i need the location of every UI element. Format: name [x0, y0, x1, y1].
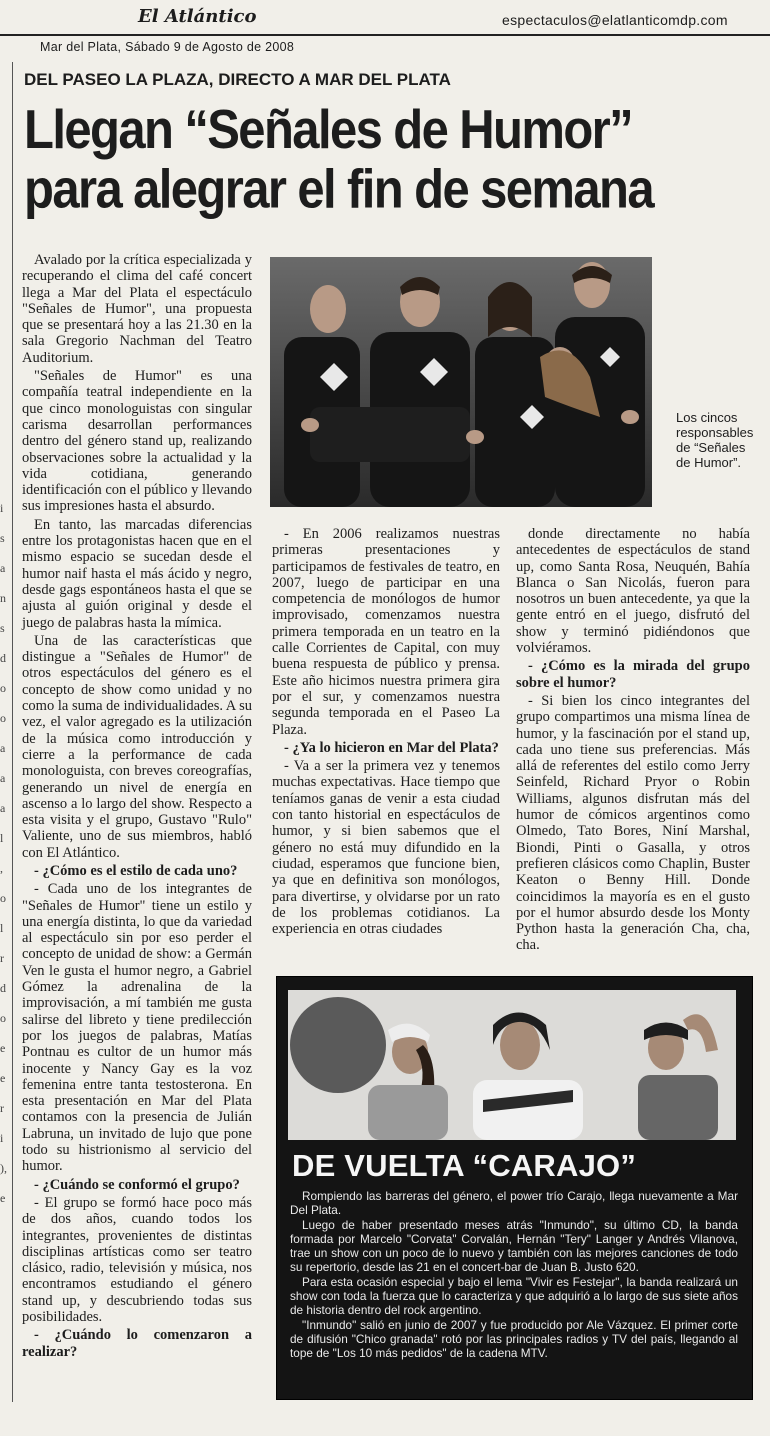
edge-fragment: a	[0, 741, 6, 755]
column-1-paragraph: Una de las características que distingue a "Señales de Humor" de otros espectáculos del género es el concepto de show como unidad y no como la suma de individualidades. A su vez, el valor agregado es la utilización de la música como introducción y cierre a la performance de cada monologuista, con breves coreografías, generando un nivel de energía en ascenso a lo largo del show. Respecto a esta visita y el grupo, Gustavo "Rulo" Valiente, uno de sus miembros, habló con El Atlántico.	[22, 632, 252, 861]
edge-fragment: ,	[0, 861, 3, 875]
edge-fragment: l	[0, 921, 4, 935]
photo-caption: Los cincos responsables de “Señales de Humor”.	[676, 410, 754, 470]
column-rule	[12, 62, 13, 1402]
adjacent-column-fragments	[0, 500, 10, 1220]
edge-fragment: o	[0, 1011, 6, 1025]
sidebar-title: DE VUELTA “CARAJO”	[292, 1148, 637, 1183]
group-photo-illustration	[270, 257, 652, 507]
edge-fragment: e	[0, 1191, 6, 1205]
article-kicker: DEL PASEO LA PLAZA, DIRECTO A MAR DEL PLATA	[24, 70, 451, 89]
column-3-paragraph: - ¿Cómo es la mirada del grupo sobre el humor?	[516, 658, 750, 691]
edge-fragment: l	[0, 831, 4, 845]
column-2-paragraph: - Va a ser la primera vez y tenemos muchas expectativas. Hace tiempo que teníamos ganas de venir a esta ciudad con tanto historial en espectáculos de humor, y si bien sabemos que el género no está muy difundido en la ciudad, esperamos que funcione bien, ya que en definitiva son monólogos, para divertirse, y olvidarse por un rato de los problemas cotidianos. La experiencia en otras ciudades	[272, 758, 500, 938]
column-1-paragraph: - Cada uno de los integrantes de "Señales de Humor" tiene un estilo y una energía distinta, lo que da variedad al espectáculo sin por eso perder el concepto de unidad de show: a Germán Ven le gusta el humor negro, a Gabriel Gómez la adrenalina de la improvisación, a mí también me gusta salirse del libreto y tiene predilección por los juegos de palabras, Matías Pontnau es cultor de un humor más inocente y Nancy Gay es la voz femenina entre tanta testosterona. En esta presentación en Mar del Plata contamos con la presencia de Julián Labruna, un invitado de lujo que pone todo su histrionismo al servicio del humor.	[22, 881, 252, 1175]
column-1-paragraph: En tanto, las marcadas diferencias entre los protagonistas hacen que en el mismo espacio se sucedan desde el humor naif hasta el más ácido y negro, desde gags espontáneos hasta el que se ajusta al guión original y desde el juego de palabras hasta la mímica.	[22, 516, 252, 631]
column-2-paragraph: - ¿Ya lo hicieron en Mar del Plata?	[284, 739, 499, 756]
column-1-paragraph: "Señales de Humor" es una compañía teatral independiente en la que cinco monologuistas con singular carisma desarrollan performances dentro del género stand up, realizando observaciones sobre la actualidad y la vida cotidiana, generando identificación con el público y llevando sus impresiones hasta el absurdo.	[22, 368, 252, 515]
sidebar-text	[290, 1189, 738, 1361]
edge-fragment: r	[0, 951, 4, 965]
band-photo	[288, 990, 736, 1140]
edge-fragment: n	[0, 591, 6, 605]
band-photo-illustration	[288, 990, 736, 1140]
article-column-1	[22, 252, 252, 1362]
group-photo	[270, 257, 652, 507]
edge-fragment: o	[0, 711, 6, 725]
edge-fragment: d	[0, 981, 6, 995]
edge-fragment: o	[0, 681, 6, 695]
edge-fragment: i	[0, 501, 4, 515]
headline-line-1: Llegan “Señales de Humor”	[24, 99, 633, 161]
edge-fragment: s	[0, 621, 5, 635]
column-2-paragraph: - En 2006 realizamos nuestras primeras presentaciones y participamos de festivales de teatro, en 2007, luego de participar en una competencia de monólogos de humor improvisado, comenzamos nuestra primera temporada en un teatro en la calle Corrientes de Capital, con muy buena respuesta de público y prensa. Este año hicimos nuestra primera gira por el sur, y comenzamos nuestra segunda temporada en el Paseo La Plaza.	[272, 526, 500, 738]
edge-fragment: i	[0, 1131, 4, 1145]
dateline: Mar del Plata, Sábado 9 de Agosto de 2008	[40, 40, 295, 54]
column-1-paragraph: - ¿Cuándo lo comenzaron a realizar?	[22, 1327, 252, 1360]
edge-fragment: a	[0, 801, 6, 815]
sidebar-paragraph: Luego de haber presentado meses atrás "Inmundo", su último CD, la banda formada por Marcelo "Corvata" Corvalán, Hernán "Tery" Langer y Andrés Vilanova, trae un show con un poco de lo nuevo y también con las mejores canciones de todo su repertorio, desde las 21 en el concert-bar de Juan B. Justo 620.	[290, 1217, 738, 1275]
headline-line-2: para alegrar el fin de semana	[24, 159, 654, 220]
edge-fragment: e	[0, 1041, 6, 1055]
column-1-paragraph: - El grupo se formó hace poco más de dos años, cuando todos los integrantes, provenientes de distintas disciplinas artísticas como ser teatro clásico, radio, televisión y música, nos encontramos estudiando el género stand up, y descubriendo todas sus posibilidades.	[22, 1194, 252, 1325]
section-email: espectaculos@elatlanticomdp.com	[502, 12, 728, 28]
sidebar-paragraph: "Inmundo" salió en junio de 2007 y fue producido por Ale Vázquez. El primer corte de difusión "Chico granada" rotó por las principales radios y TV del país, llegando al tope de "Los 10 más pedidos" de la cadena MTV.	[290, 1317, 738, 1361]
column-3-paragraph: donde directamente no había antecedentes de espectáculos de stand up, como Santa Rosa, Neuquén, Bahía Blanca o San Nicolás, fueron para nosotros un buen antecedente, ya que la gente entró en el juego, disfrutó del show y terminó pidiéndonos que volviéramos.	[516, 526, 750, 657]
edge-fragment: a	[0, 771, 6, 785]
column-1-paragraph: Avalado por la crítica especializada y recuperando el clima del café concert llega a Mar del Plata el espectáculo "Señales de Humor", una propuesta que se presentará hoy a las 21.30 en la sala Gregorio Nachman del Teatro Auditorium.	[22, 252, 252, 366]
edge-fragment: e	[0, 1071, 6, 1085]
edge-fragment: r	[0, 1101, 4, 1115]
article-column-3	[516, 526, 750, 956]
column-3-paragraph: - Si bien los cinco integrantes del grupo compartimos una misma línea de humor, y la fascinación por el stand up, cada uno tiene sus preferencias. Más allá de referentes del estilo como Jerry Seinfeld, Richard Pryor o Robin Williams, algunos disfrutan más del humor de cómicos argentinos como Olmedo, Tato Bores, Niní Marshal, Biondi, Pinti o Gasalla, y otros prefieren clásicos como Chaplin, Buster Keaton o Benny Hill. Donde coincidimos la mayoría es en el gusto por el humor absurdo desde los Monty Python hasta la generación Cha, cha, cha.	[516, 692, 750, 954]
sidebar-paragraph: Rompiendo las barreras del género, el power trío Carajo, llega nuevamente a Mar Del Plata.	[290, 1189, 738, 1218]
newspaper-logo: El Atlántico	[138, 6, 257, 27]
edge-fragment: o	[0, 891, 6, 905]
edge-fragment: d	[0, 651, 6, 665]
edge-fragment: ),	[0, 1161, 7, 1175]
column-1-paragraph: - ¿Cómo es el estilo de cada uno?	[34, 862, 238, 879]
edge-fragment: a	[0, 561, 6, 575]
edge-fragment: s	[0, 531, 5, 545]
article-column-2	[272, 526, 500, 939]
column-1-paragraph: - ¿Cuándo se conformó el grupo?	[34, 1176, 240, 1193]
article-headline	[24, 101, 764, 220]
sidebar-paragraph: Para esta ocasión especial y bajo el lema "Vivir es Festejar", la banda realizará un show con toda la fuerza que lo caracteriza y que adquirió a lo largo de sus siete años de historia dentro del rock argentino.	[290, 1274, 738, 1318]
